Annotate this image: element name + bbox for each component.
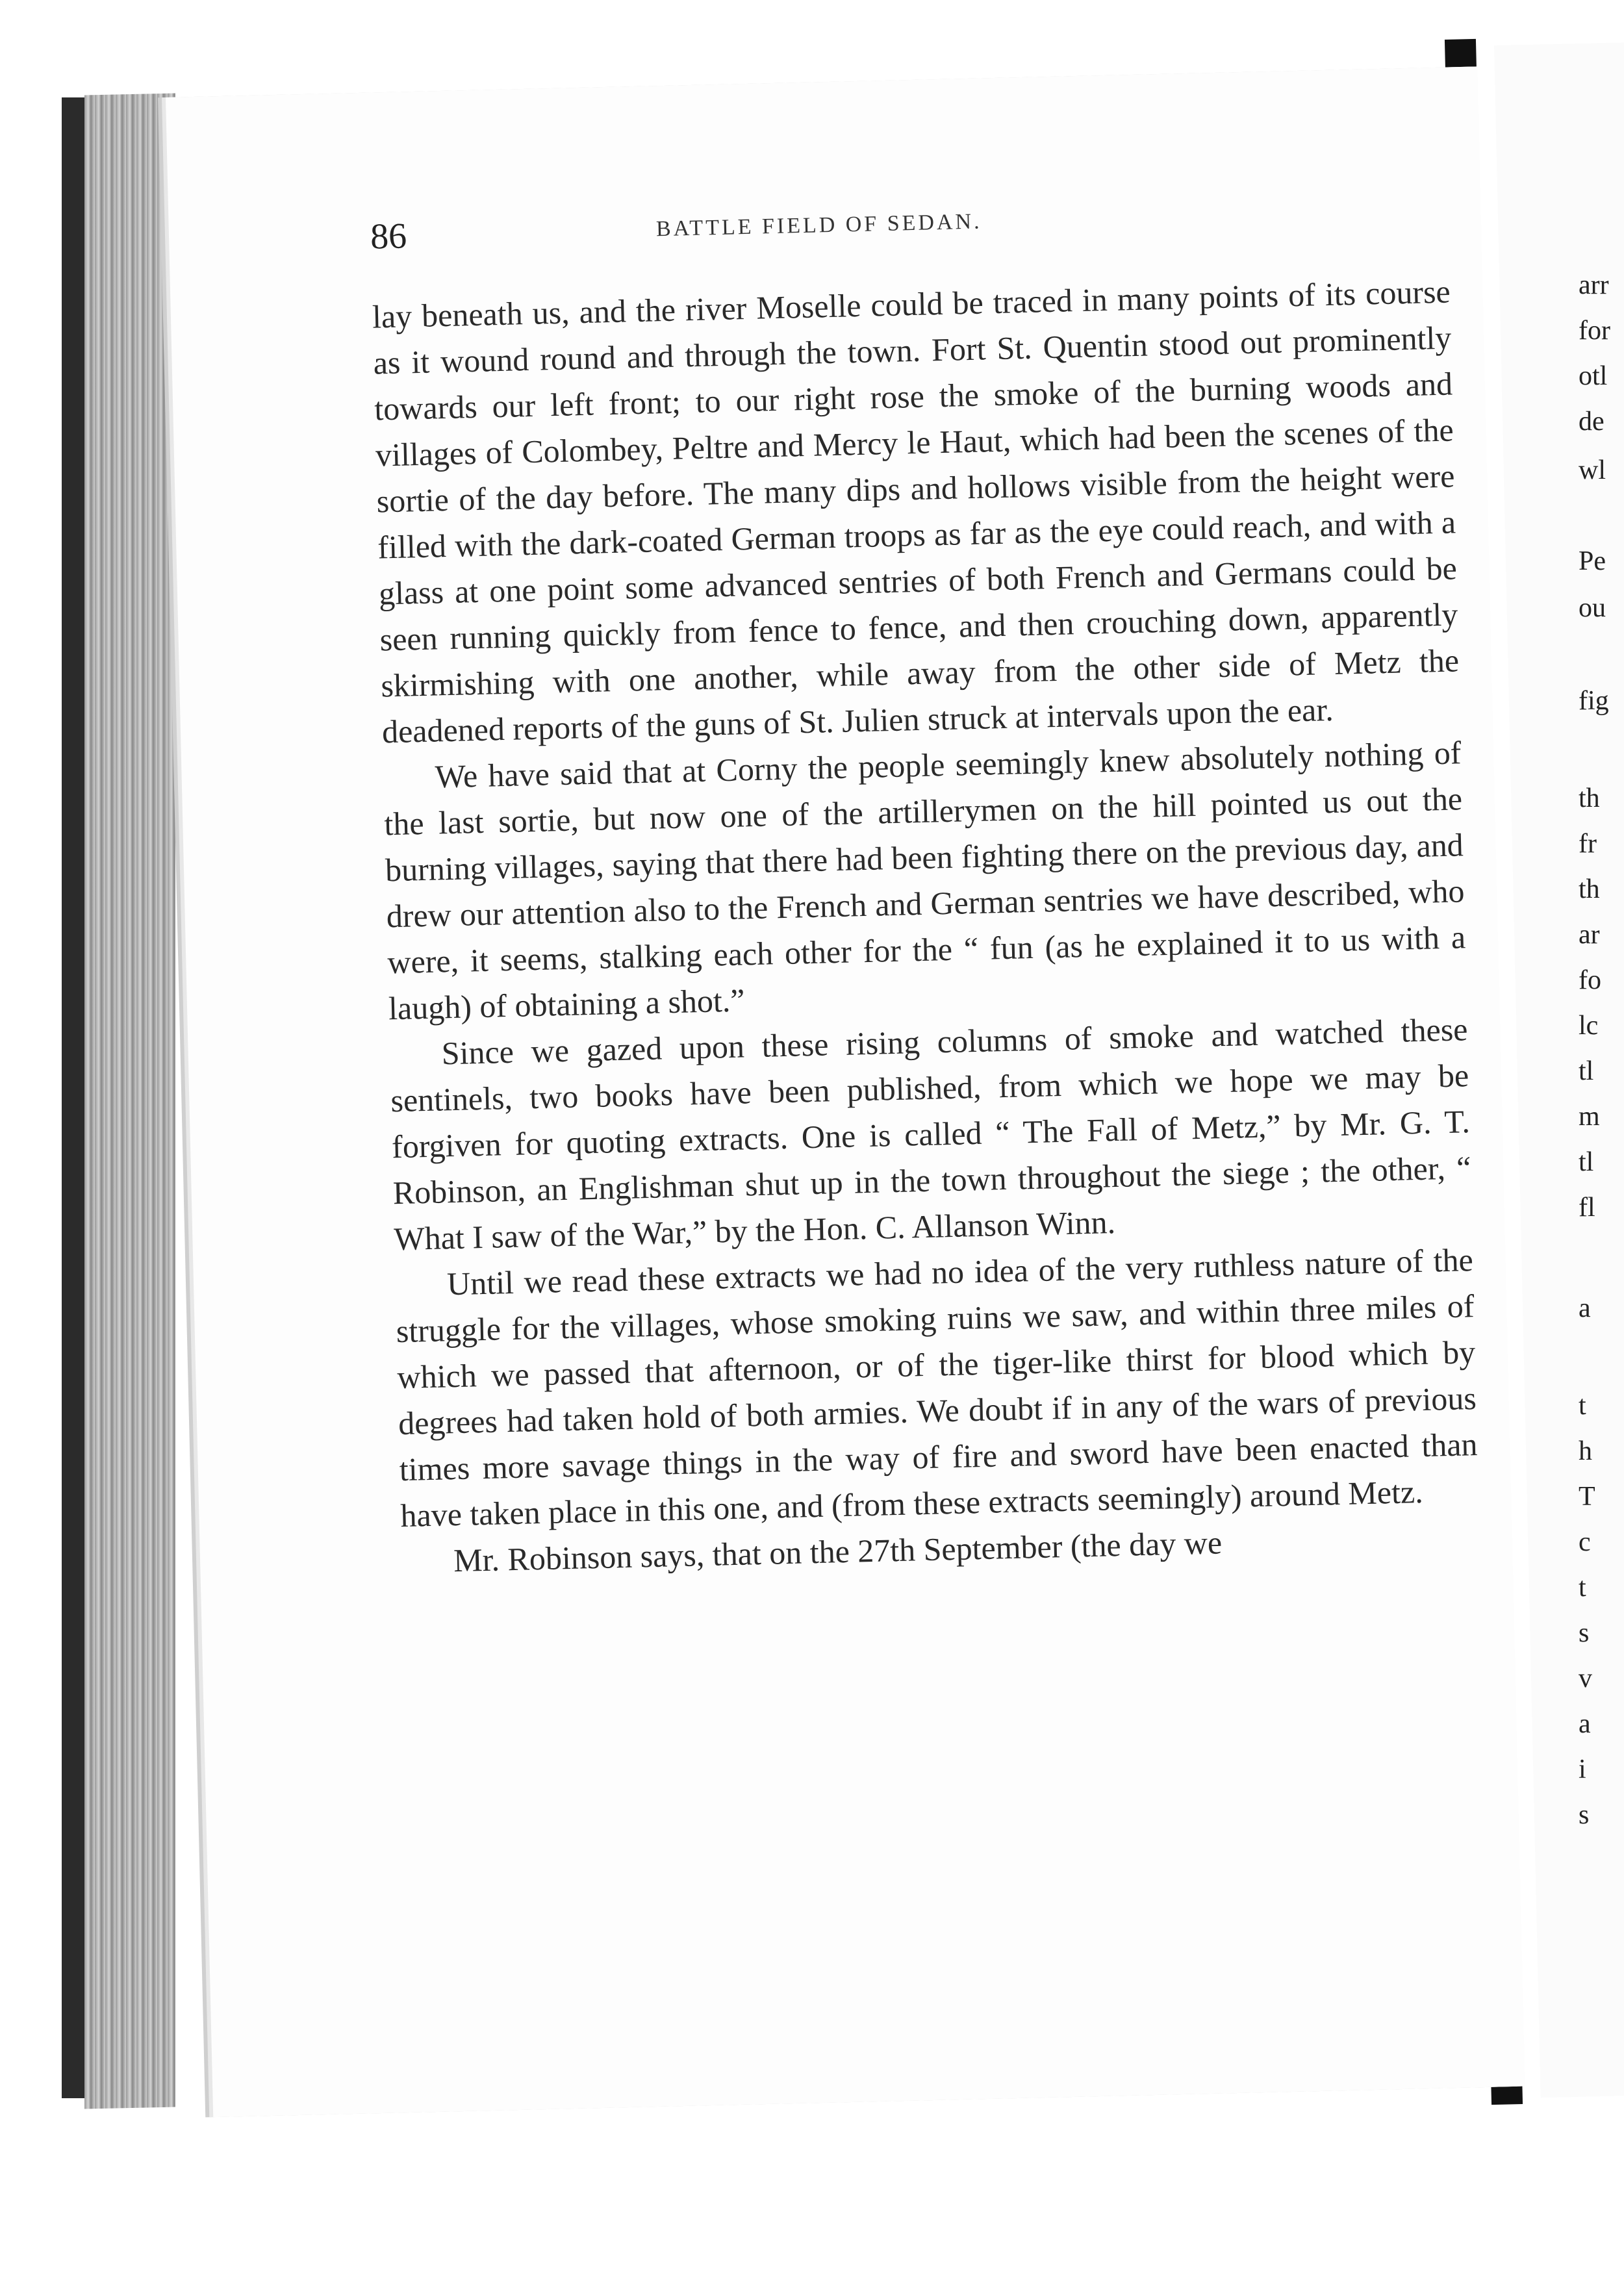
page-content [370,191,1480,1586]
fragment: th [1579,874,1600,904]
fragment: lc [1579,1011,1599,1041]
fragment: fo [1579,965,1601,995]
fragment: m [1579,1102,1600,1132]
fragment: arr [1579,270,1609,300]
fragment: s [1579,1618,1590,1648]
page-stack-edge [84,94,175,2109]
fragment: fl [1579,1193,1595,1223]
paragraph: Mr. Robinson says, that on the 27th September (the day we [453,1524,1223,1579]
fragment: v [1579,1664,1592,1694]
page-header [370,191,1449,268]
paragraph: lay beneath us, and the river Moselle could be traced in many points of its course as it wound round and through the town. Fort St. Quentin stood out prominently towards our left front; to our right rose the smoke of the burning woods and villages of Colombey, Peltre and Mercy le Haut, which had been the scenes of the sortie of the day before. The many dips and hollows visible from the height were filled with the dark-coated German troops as far as the eye could reach, and with a glass at one point some advanced sentries of both French and Germans could be seen running quickly from fence to fence, and then crouching down, apparently skirmishing with one another, while away from the other side of Metz the deadened reports of the guns of St. Julien struck at intervals upon the ear. [372,273,1460,750]
paragraph: Since we gazed upon these rising columns of smoke and watched these sentinels, two books have been published, from which we hope we may be forgiven for quoting extracts. One is called “ The Fall of Metz,” by Mr. G. T. Robinson, an Englishman shut up in the town throughout the siege ; the other, “ What I saw of the War,” by the Hon. C. Allanson Winn. [390,1011,1472,1258]
fragment: a [1579,1293,1591,1323]
page-number: 86 [370,216,407,257]
fragment: t [1579,1391,1586,1421]
paragraph: Until we read these extracts we had no idea of the very ruthless nature of the struggle for the villages, whose smoking ruins we saw, and within three miles of which we passed that afternoon, or of the tiger-like thirst for blood which by degrees had taken hold of both armies. We doubt if in any of the wars of previous times more savage things in the way of fire and sword have been enacted than have taken place in this one, and (from these extracts seemingly) around Metz. [396,1241,1478,1534]
fragment: fig [1579,686,1609,716]
fragment: t [1579,1573,1586,1603]
fragment: i [1579,1755,1586,1784]
running-head: BATTLE FIELD OF SEDAN. [655,209,982,242]
fragment: tl [1579,1056,1594,1086]
fragment: otl [1579,361,1608,391]
fragment: th [1579,783,1600,813]
fragment: fr [1579,829,1597,859]
fragment: de [1579,407,1605,437]
facing-page-text-fragments [1579,0,1624,2271]
fragment: a [1579,1709,1591,1739]
fragment: c [1579,1527,1591,1557]
fragment: ou [1579,593,1606,623]
fragment: T [1579,1482,1595,1512]
fragment: h [1579,1436,1592,1466]
fragment: tl [1579,1147,1594,1177]
fragment: wl [1579,455,1606,485]
body-text [372,269,1480,1586]
fragment: ar [1579,920,1600,950]
fragment: s [1579,1800,1590,1830]
book-page [166,66,1525,2117]
fragment: for [1579,316,1610,346]
paragraph: We have said that at Corny the people seemingly knew absolutely nothing of the last sortie, but now one of the artillerymen on the hill pointed us out the burning villages, saying that there had been fighting there on the previous day, and drew our attention also to the French and German sentries we have described, who were, it seems, stalking each other for the “ fun (as he explained it to us with a laugh) of obtaining a shot.” [383,734,1466,1027]
fragment: Pe [1579,546,1606,576]
